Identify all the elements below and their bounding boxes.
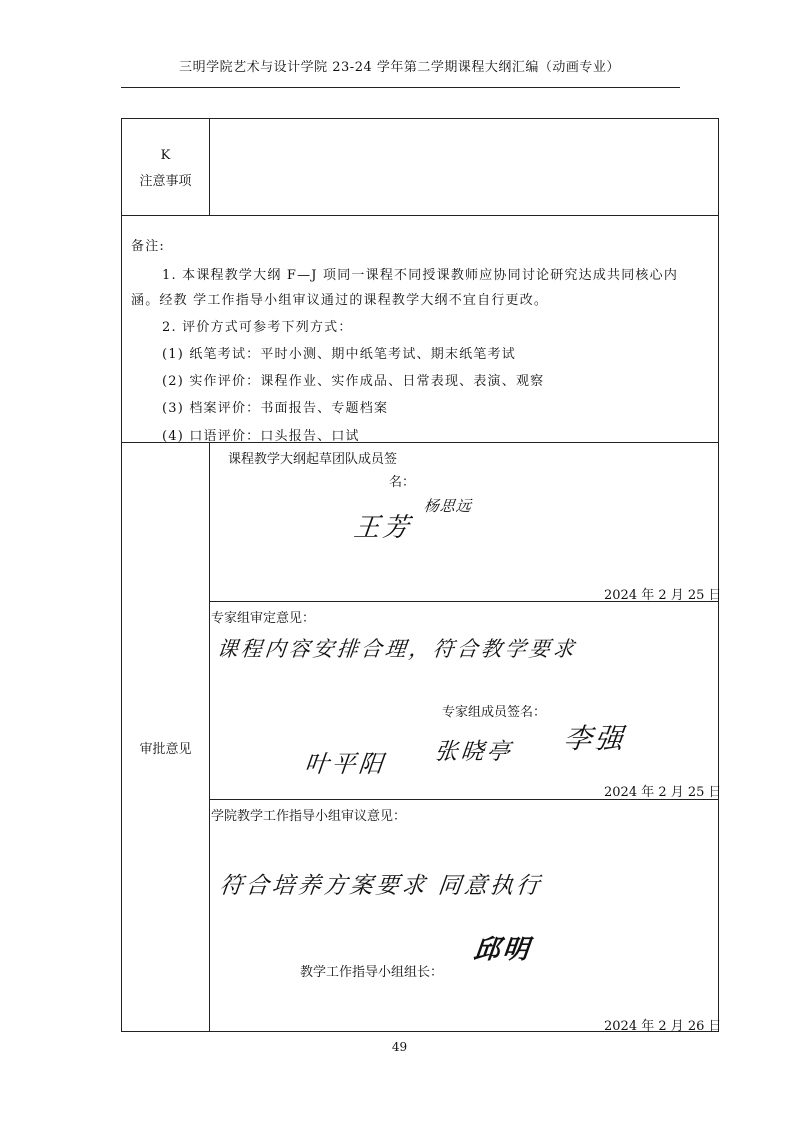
remarks-item: (4) 口语评价：口头报告、口试 <box>162 429 360 444</box>
notes-label <box>122 143 209 195</box>
column-divider-top <box>209 119 210 215</box>
college-leader-label: 教学工作指导小组组长： <box>300 965 444 980</box>
review-label: 审批意见 <box>139 742 192 757</box>
remarks-item: (2) 实作评价：课程作业、实作成品、日常表现、表演、观察 <box>162 374 545 389</box>
notes-label-text: 注意事项 <box>139 174 192 189</box>
expert-members-label: 专家组成员签名： <box>442 705 547 720</box>
header-divider <box>121 87 680 88</box>
drafting-signature-1: 王芳 <box>352 513 414 543</box>
page-header-title: 三明学院艺术与设计学院 23-24 学年第二学期课程大纲汇编（动画专业） <box>179 60 620 75</box>
row-divider-notes <box>122 215 718 216</box>
remarks-line-1: 1. 本课程教学大纲 F—J 项同一课程不同授课教师应协同讨论研究达成共同核心内 <box>162 268 679 283</box>
expert-title: 专家组审定意见： <box>211 611 316 626</box>
column-divider-bottom <box>209 442 210 1032</box>
college-date: 2024 年 2 月 26 日 <box>604 1019 722 1034</box>
drafting-title: 课程教学大纲起草团队成员签 <box>228 452 398 467</box>
college-leader-signature: 邱明 <box>472 935 534 965</box>
college-title: 学院教学工作指导小组审议意见： <box>211 809 407 824</box>
expert-signature-3: 李强 <box>562 722 628 755</box>
expert-signature-1: 叶平阳 <box>303 750 388 778</box>
remarks-item: (1) 纸笔考试：平时小测、期中纸笔考试、期末纸笔考试 <box>162 347 516 362</box>
drafting-date: 2024 年 2 月 25 日 <box>604 588 722 603</box>
drafting-signature-2: 杨思远 <box>423 497 473 515</box>
remarks-item: (3) 档案评价：书面报告、专题档案 <box>162 401 389 416</box>
page-number: 49 <box>391 1040 408 1054</box>
syllabus-table <box>121 118 722 1034</box>
notes-label-letter: K <box>160 148 171 163</box>
remarks-title: 备注: <box>131 239 165 254</box>
expert-opinion: 课程内容安排合理，符合教学要求 <box>215 637 579 661</box>
college-opinion: 符合培养方案要求 同意执行 <box>218 873 544 899</box>
drafting-title-cont: 名： <box>389 475 416 490</box>
remarks-line-3: 2. 评价方式可参考下列方式： <box>162 320 353 335</box>
remarks-line-2: 涵。经教 学工作指导小组审议通过的课程教学大纲不宜自行更改。 <box>131 293 549 308</box>
expert-date: 2024 年 2 月 25 日 <box>604 785 722 800</box>
expert-signature-2: 张晓亭 <box>433 739 515 765</box>
